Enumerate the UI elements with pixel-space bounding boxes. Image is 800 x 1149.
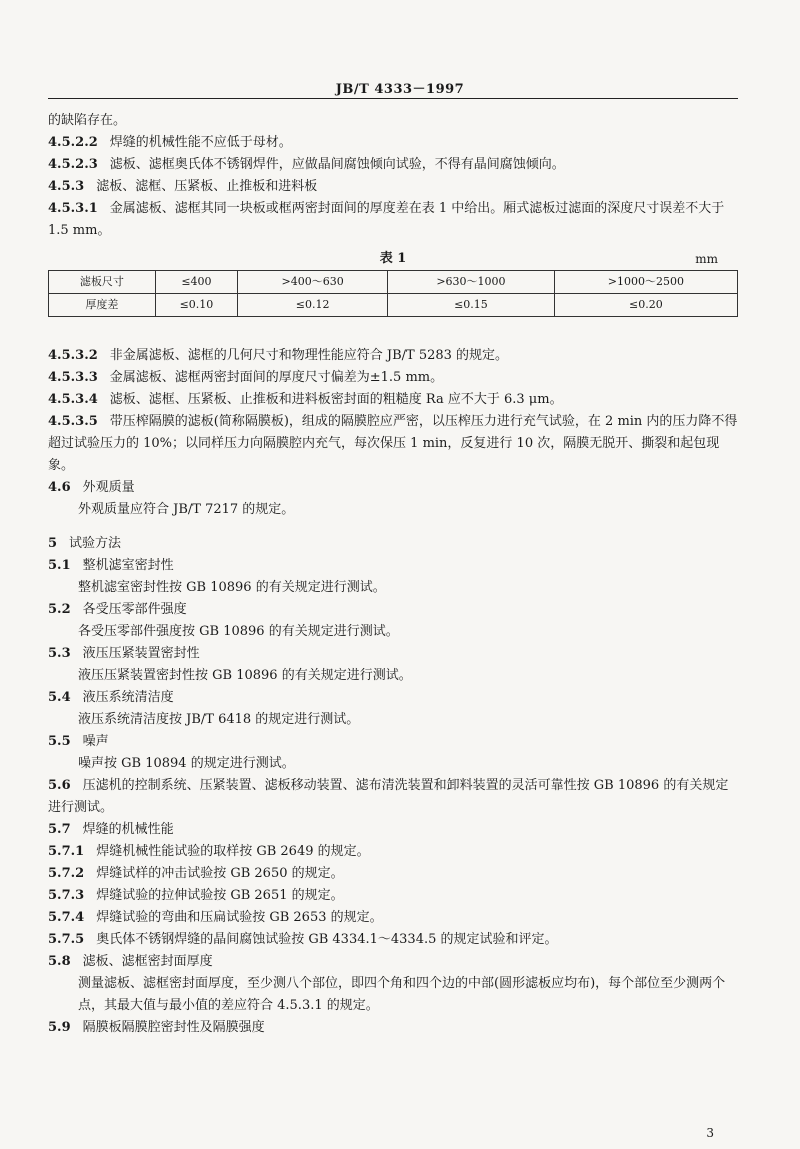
clause-number: 4.5.3.3 — [48, 370, 98, 385]
table-cell: ≤0.15 — [388, 294, 555, 317]
clause-block-5 — [48, 533, 738, 1039]
clause-number: 5.7.3 — [48, 888, 85, 903]
clause-text: 的缺陷存在。 — [48, 113, 127, 128]
clause-number: 4.5.2.3 — [48, 157, 98, 172]
clause-number: 4.5.3.2 — [48, 348, 98, 363]
table-cell: ≤400 — [155, 271, 237, 294]
table-cell: ≤0.20 — [554, 294, 737, 317]
clause-paragraph — [48, 973, 738, 1017]
clause-number: 4.5.2.2 — [48, 135, 98, 150]
clause-text: 金属滤板、滤框其同一块板或框两密封面间的厚度差在表 1 中给出。厢式滤板过滤面的深度尺寸误差不大于 1.5 mm。 — [48, 201, 725, 238]
clause-text: 外观质量 — [82, 480, 135, 495]
table-caption-row — [48, 248, 738, 270]
clause-number: 5.3 — [48, 646, 71, 661]
clause-paragraph — [48, 533, 738, 555]
clause-text: 压滤机的控制系统、压紧装置、滤板移动装置、滤布清洗装置和卸料装置的灵活可靠性按 GB 10896 的有关规定进行测试。 — [48, 778, 729, 815]
clause-text: 隔膜板隔膜腔密封性及隔膜强度 — [82, 1020, 265, 1035]
document-header: JB/T 4333－1997 — [335, 82, 465, 97]
table-cell: ≤0.12 — [238, 294, 388, 317]
clause-paragraph — [48, 198, 738, 242]
clause-number: 5.7.1 — [48, 844, 85, 859]
clause-paragraph — [48, 367, 738, 389]
header-rule — [48, 98, 738, 99]
clause-text: 非金属滤板、滤框的几何尺寸和物理性能应符合 JB/T 5283 的规定。 — [109, 348, 509, 363]
clause-text: 各受压零部件强度 — [82, 602, 187, 617]
clause-number: 5.7.5 — [48, 932, 85, 947]
clause-text: 液压压紧装置密封性按 GB 10896 的有关规定进行测试。 — [78, 668, 412, 683]
table-cell: >1000～2500 — [554, 271, 737, 294]
clause-text: 液压压紧装置密封性 — [82, 646, 200, 661]
clause-paragraph — [48, 709, 738, 731]
clause-number: 4.5.3.1 — [48, 201, 98, 216]
clause-text: 焊缝的机械性能 — [82, 822, 174, 837]
clause-text: 滤板、滤框、压紧板、止推板和进料板密封面的粗糙度 Ra 应不大于 6.3 μm。 — [109, 392, 563, 407]
clause-number: 5.7.2 — [48, 866, 85, 881]
clause-paragraph — [48, 110, 738, 132]
clause-paragraph — [48, 555, 738, 577]
clause-number: 5.5 — [48, 734, 71, 749]
clause-paragraph — [48, 643, 738, 665]
clause-paragraph — [48, 621, 738, 643]
clause-paragraph — [48, 907, 738, 929]
clause-block-4-5 — [48, 110, 738, 242]
table-caption: 表 1 — [379, 251, 407, 266]
clause-paragraph — [48, 1017, 738, 1039]
clause-paragraph — [48, 599, 738, 621]
clause-number: 4.5.3 — [48, 179, 85, 194]
clause-paragraph — [48, 775, 738, 819]
clause-paragraph — [48, 665, 738, 687]
clause-paragraph — [48, 863, 738, 885]
clause-number: 5.8 — [48, 954, 71, 969]
clause-number: 5.4 — [48, 690, 71, 705]
clause-text: 焊缝机械性能试验的取样按 GB 2649 的规定。 — [96, 844, 370, 859]
clause-text: 试验方法 — [69, 536, 122, 551]
clause-number: 5.7 — [48, 822, 71, 837]
clause-paragraph — [48, 841, 738, 863]
clause-block-4-5-3 — [48, 345, 738, 521]
clause-text: 噪声 — [82, 734, 109, 749]
clause-paragraph — [48, 929, 738, 951]
table-header-row — [49, 271, 738, 294]
clause-paragraph — [48, 499, 738, 521]
table-cell: 厚度差 — [49, 294, 156, 317]
clause-paragraph — [48, 176, 738, 198]
clause-number: 5.2 — [48, 602, 71, 617]
thickness-table — [48, 270, 738, 317]
clause-number: 5.1 — [48, 558, 71, 573]
clause-paragraph — [48, 389, 738, 411]
clause-number: 5.7.4 — [48, 910, 85, 925]
clause-paragraph — [48, 477, 738, 499]
clause-paragraph — [48, 687, 738, 709]
clause-paragraph — [48, 731, 738, 753]
clause-text: 焊缝的机械性能不应低于母材。 — [109, 135, 292, 150]
page-number: 3 — [706, 1126, 714, 1140]
clause-paragraph — [48, 411, 738, 477]
clause-text: 焊缝试样的冲击试验按 GB 2650 的规定。 — [96, 866, 344, 881]
table-unit: mm — [695, 252, 718, 266]
clause-number: 4.6 — [48, 480, 71, 495]
clause-text: 噪声按 GB 10894 的规定进行测试。 — [78, 756, 295, 771]
clause-number: 4.5.3.5 — [48, 414, 98, 429]
clause-number: 5.9 — [48, 1020, 71, 1035]
clause-paragraph — [48, 753, 738, 775]
clause-number: 5 — [48, 536, 58, 551]
clause-text: 焊缝试验的拉伸试验按 GB 2651 的规定。 — [96, 888, 344, 903]
document-body — [48, 110, 738, 1039]
clause-number: 5.6 — [48, 778, 71, 793]
clause-text: 金属滤板、滤框两密封面间的厚度尺寸偏差为±1.5 mm。 — [109, 370, 444, 385]
clause-text: 测量滤板、滤框密封面厚度，至少测八个部位，即四个角和四个边的中部(圆形滤板应均布)，每个部位至少测两个点，其最大值与最小值的差应符合 4.5.3.1 的规定。 — [78, 976, 726, 1013]
table-cell: >400～630 — [238, 271, 388, 294]
clause-paragraph — [48, 819, 738, 841]
clause-paragraph — [48, 154, 738, 176]
clause-text: 奥氏体不锈钢焊缝的晶间腐蚀试验按 GB 4334.1～4334.5 的规定试验和评定。 — [96, 932, 558, 947]
table-cell: 滤板尺寸 — [49, 271, 156, 294]
clause-text: 液压系统清洁度 — [82, 690, 174, 705]
clause-text: 带压榨隔膜的滤板(简称隔膜板)，组成的隔膜腔应严密，以压榨压力进行充气试验，在 2 min 内的压力降不得超过试验压力的 10%；以同样压力向隔膜腔内充气，每次保压 1 min，反复进行 10 次，隔膜无脱开、撕裂和起包现象。 — [48, 414, 738, 473]
clause-paragraph — [48, 885, 738, 907]
clause-text: 各受压零部件强度按 GB 10896 的有关规定进行测试。 — [78, 624, 399, 639]
clause-paragraph — [48, 132, 738, 154]
clause-text: 液压系统清洁度按 JB/T 6418 的规定进行测试。 — [78, 712, 360, 727]
clause-text: 滤板、滤框密封面厚度 — [82, 954, 213, 969]
table-cell: >630～1000 — [388, 271, 555, 294]
clause-text: 焊缝试验的弯曲和压扁试验按 GB 2653 的规定。 — [96, 910, 383, 925]
table-row — [49, 294, 738, 317]
clause-text: 滤板、滤框、压紧板、止推板和进料板 — [96, 179, 318, 194]
clause-text: 外观质量应符合 JB/T 7217 的规定。 — [78, 502, 295, 517]
table-cell: ≤0.10 — [155, 294, 237, 317]
clause-number: 4.5.3.4 — [48, 392, 98, 407]
clause-paragraph — [48, 577, 738, 599]
clause-paragraph — [48, 951, 738, 973]
clause-text: 整机滤室密封性按 GB 10896 的有关规定进行测试。 — [78, 580, 386, 595]
clause-paragraph — [48, 345, 738, 367]
clause-text: 滤板、滤框奥氏体不锈钢焊件，应做晶间腐蚀倾向试验，不得有晶间腐蚀倾向。 — [109, 157, 565, 172]
clause-text: 整机滤室密封性 — [82, 558, 174, 573]
